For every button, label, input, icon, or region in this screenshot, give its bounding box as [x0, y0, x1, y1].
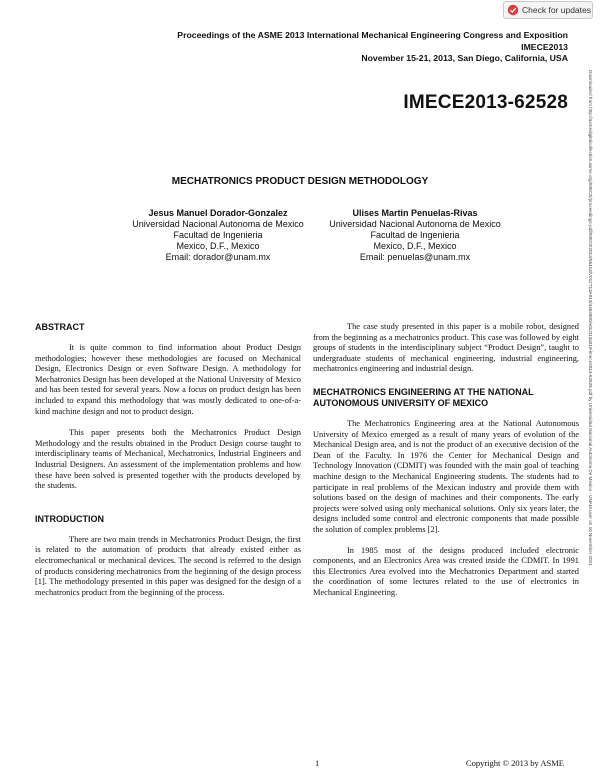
author-block-2: [295, 208, 535, 263]
author-email: Email: penuelas@unam.mx: [359, 252, 471, 262]
introduction-paragraph: There are two main trends in Mechatronics Product Design, the first is related to the automation of products that already existed either as electromechanical or mechanical devices. The second is referred to the design of products considering mechatronics from the beginning of the design process [1]. The methodology presented in this paper was designed for the design of a mechatronics product from the beginning of the process.: [35, 534, 301, 597]
section-paragraph: The Mechatronics Engineering area at the National Autonomous University of Mexico emerged as a result of many years of evolution of the Mechanical Design area, and is not the product of an executive decision of the Dean of the Faculty. In 1976 the Center for Mechanical Design and Technology Innovation (CDMIT) was founded with the main goal of teaching machine design to the Mechanical Engineering students. The students had to participate in real problems of the Mexican industry and provide them with solutions based on the design of machines and their components. The early projects were solved using only mechanical solutions. Only six years later, the designs included some control and electronic components that made possible the solution of complex problems [2].: [313, 418, 579, 534]
download-watermark-text: Downloaded from http://asmedigitalcollection.asme.org/IMECE/proceedings-pdf/IMECE2013/56413/V012T13A019/4462800/v012t13a019-imece2013-62528.pdf by Universidad Nacional Autonoma De Mexico - UNAM user on 10 November 2021: [588, 70, 593, 566]
conference-date-location: November 15-21, 2013, San Diego, California, USA: [361, 53, 568, 63]
left-column: [35, 322, 301, 598]
section-paragraph: In 1985 most of the designs produced included electronic components, and an Electronics Area was created inside the CDMIT. In 1991 this Electronics Area evolved into the Mechatronics Department and started the coordination of some lectures related to the use of electronics in Mechanical Engineering.: [313, 545, 579, 597]
conference-header: [177, 30, 568, 65]
paper-id: IMECE2013-62528: [403, 92, 568, 113]
paper-title: MECHATRONICS PRODUCT DESIGN METHODOLOGY: [171, 176, 429, 187]
abstract-paragraph: This paper presents both the Mechatronics Product Design Methodology and the results obtained in the Product Design course taught to interdisciplinary teams of Mechanical, Mechatronics, Industrial Engineers and Industrial Designers. An assessment of the implementation problems and how these have been solved is presented together with the products developed by the students.: [35, 428, 301, 491]
author-affiliation: Universidad Nacional Autonoma de Mexico: [132, 219, 304, 229]
update-check-icon: [507, 4, 519, 16]
right-column: [313, 322, 579, 598]
page-number: 1: [315, 758, 320, 768]
author-affiliation: Universidad Nacional Autonoma de Mexico: [329, 219, 501, 229]
copyright-notice: Copyright © 2013 by ASME: [465, 758, 564, 768]
check-for-updates-button[interactable]: [503, 1, 593, 19]
download-watermark: [587, 70, 593, 770]
abstract-paragraph: It is quite common to find information about Product Design methodologies; however these methodologies are focused on Mechanical Design, Electronics Design or even Software Design. A methodology for Mechatronics Design has been developed at the National University of Mexico and has been tested for several years. Now a focus on product design has been included to expand this methodology that was mostly dedicated to one-of-a-kind machine design and not to product design.: [35, 343, 301, 416]
author-email: Email: dorador@unam.mx: [165, 252, 271, 262]
case-study-paragraph: The case study presented in this paper is a mobile robot, designed from the beginning as a mechatronics product. This case was followed by eight groups of students in the interdisciplinary subject “Product Design”, taught to undergraduate students of mechanical engineering, industrial engineering, mechatronics engineering and industrial design.: [313, 322, 579, 374]
author-name: Jesus Manuel Dorador-Gonzalez: [148, 208, 288, 218]
author-faculty: Facultad de Ingenieria: [370, 230, 460, 240]
section-heading: MECHATRONICS ENGINEERING AT THE NATIONAL AUTONOMOUS UNIVERSITY OF MEXICO: [313, 386, 534, 408]
author-location: Mexico, D.F., Mexico: [176, 241, 260, 251]
conference-name: Proceedings of the ASME 2013 International Mechanical Engineering Congress and Exposition: [177, 30, 568, 40]
author-faculty: Facultad de Ingenieria: [173, 230, 263, 240]
introduction-heading: INTRODUCTION: [35, 513, 104, 524]
abstract-heading: ABSTRACT: [35, 322, 85, 332]
conference-code: IMECE2013: [521, 41, 568, 52]
check-for-updates-label: Check for updates: [522, 5, 591, 15]
author-name: Ulises Martin Penuelas-Rivas: [352, 208, 478, 218]
author-location: Mexico, D.F., Mexico: [373, 241, 457, 251]
